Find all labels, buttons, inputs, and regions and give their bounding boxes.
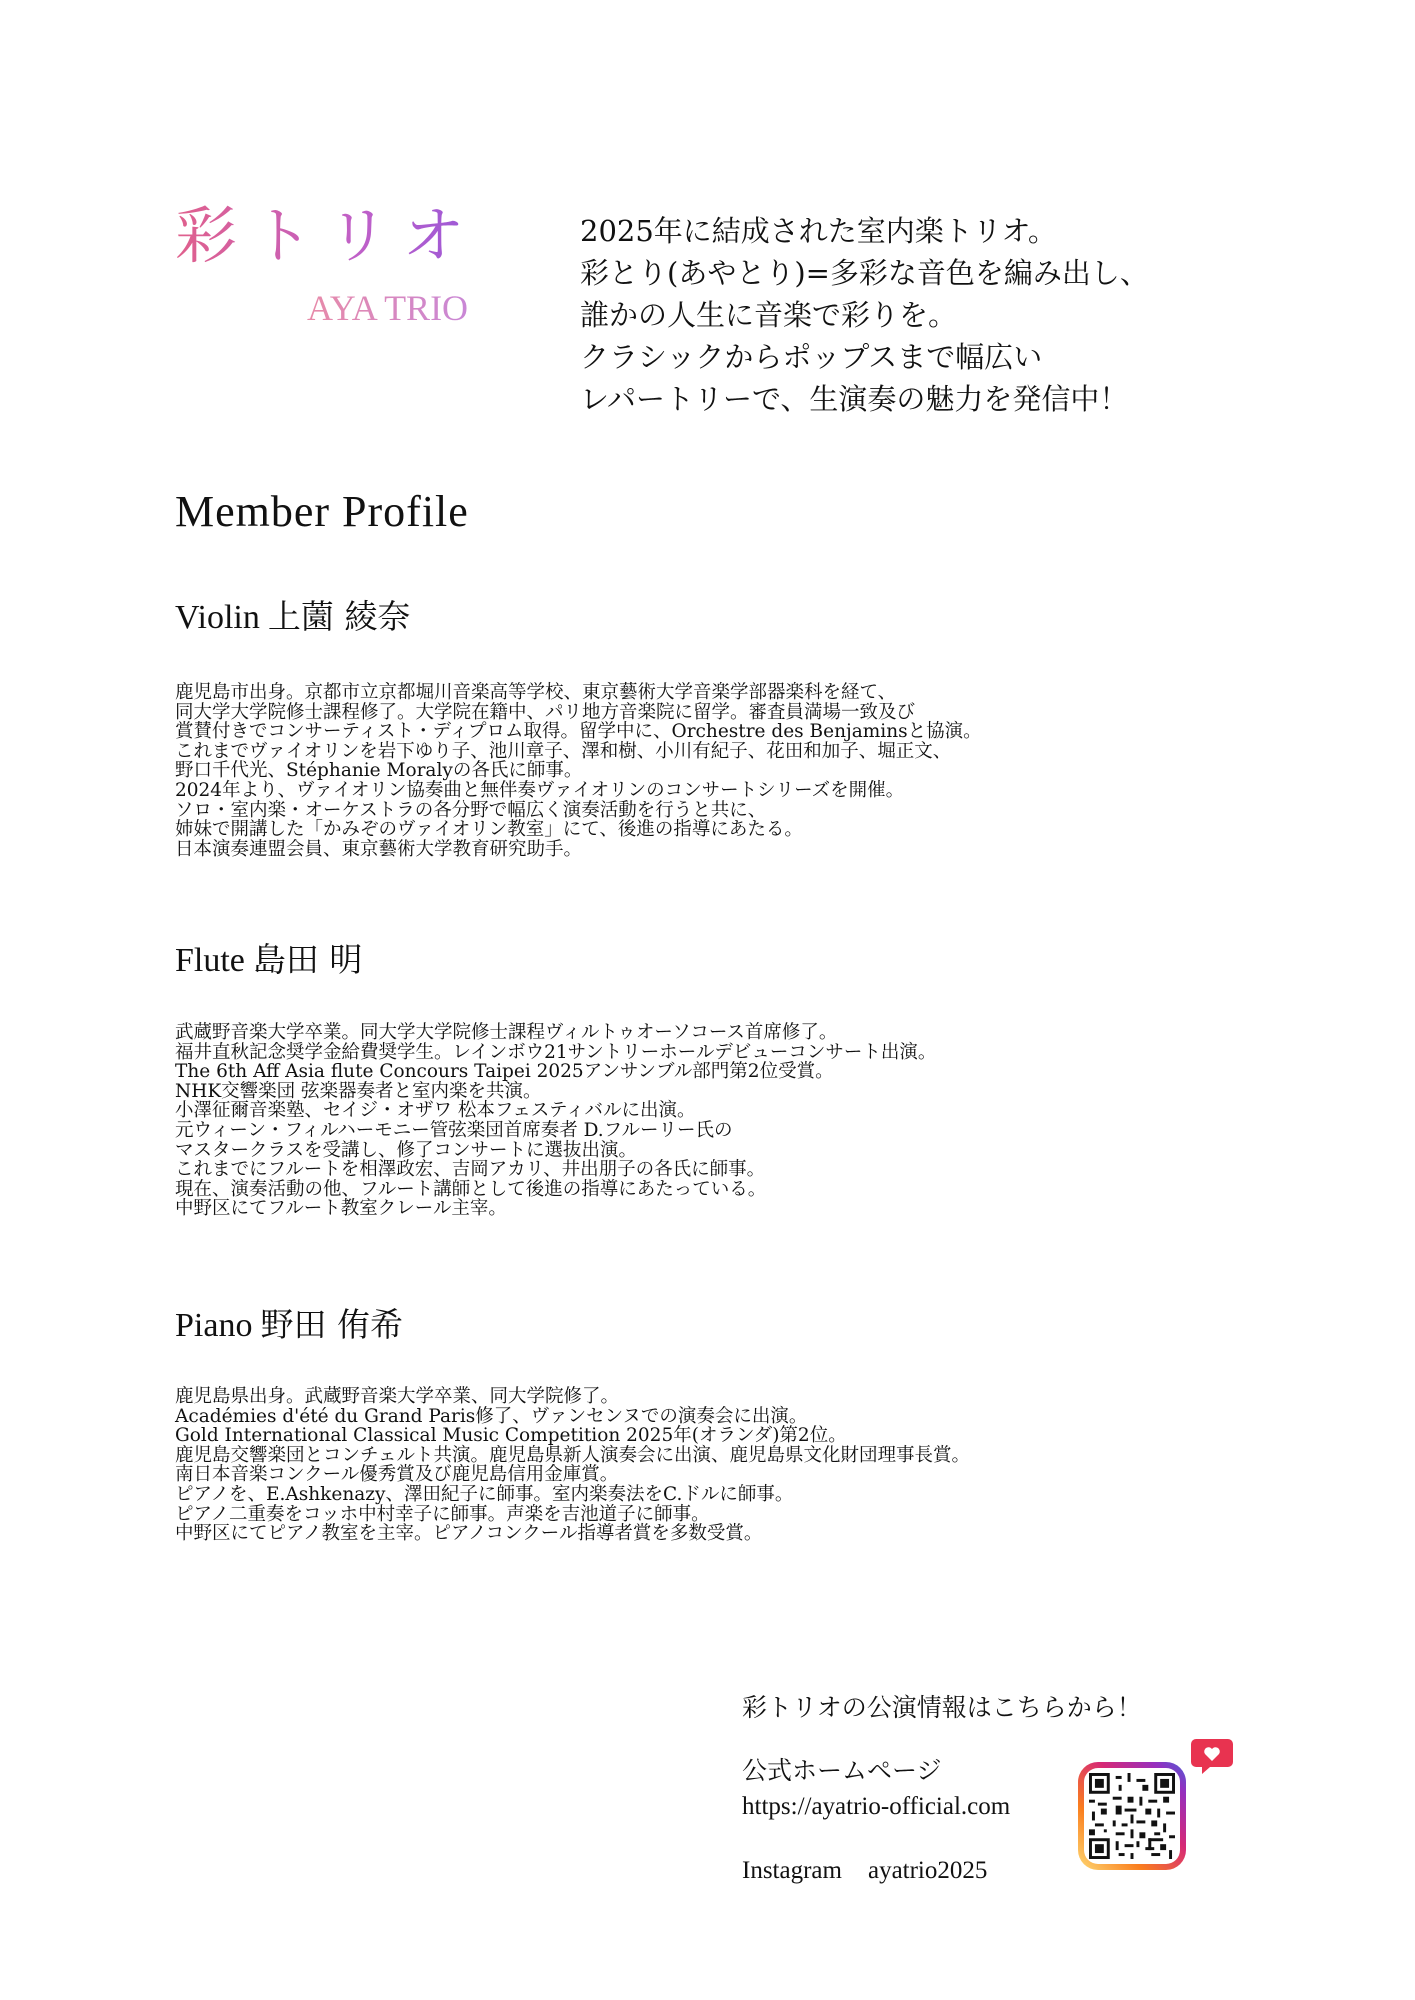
bio-line: 同大学大学院修士課程修了。大学院在籍中、パリ地方音楽院に留学。審査員満場一致及び <box>175 701 916 723</box>
intro-text <box>580 210 1300 420</box>
bio-line: 野口千代光、Stéphanie Moralyの各氏に師事。 <box>175 760 583 782</box>
bio-line: 中野区にてフルート教室クレール主宰。 <box>175 1198 507 1220</box>
member-name: 島田 明 <box>252 940 363 979</box>
member-name: 野田 侑希 <box>260 1305 403 1344</box>
instagram-info <box>742 1858 987 1883</box>
bio-line: 鹿児島市出身。京都市立京都堀川音楽高等学校、東京藝術大学音楽学部器楽科を経て、 <box>175 682 897 703</box>
bio-line: Gold International Classical Music Competition 2025年(オランダ)第2位。 <box>175 1425 847 1447</box>
qr-code-inner <box>1084 1768 1180 1864</box>
member-instrument: Violin <box>175 599 260 636</box>
heart-notification-icon <box>1190 1735 1234 1775</box>
intro-line: 誰かの人生に音楽で彩りを。 <box>580 298 958 332</box>
intro-line: レパートリーで、生演奏の魅力を発信中！ <box>580 382 1129 416</box>
bio-line: 2024年より、ヴァイオリン協奏曲と無伴奏ヴァイオリンのコンサートシリーズを開催。 <box>175 779 905 801</box>
bio-line: NHK交響楽団 弦楽器奏者と室内楽を共演。 <box>175 1080 542 1102</box>
bio-line: ピアノ二重奏をコッホ中村幸子に師事。声楽を吉池道子に師事。 <box>175 1503 710 1525</box>
member-heading-flute <box>175 940 363 979</box>
qr-code-icon <box>1089 1773 1175 1859</box>
bio-line: 鹿児島交響楽団とコンチェルト共演。鹿児島県新人演奏会に出演、鹿児島県文化財団理事長賞。 <box>175 1444 970 1466</box>
intro-line: クラシックからポップスまで幅広い <box>580 340 1043 374</box>
bio-line: 現在、演奏活動の他、フルート講師として後進の指導にあたっている。 <box>175 1178 767 1200</box>
member-bio-piano <box>175 1387 1275 1544</box>
bio-line: これまでヴァイオリンを岩下ゆり子、池川章子、澤和樹、小川有紀子、花田和加子、堀正文、 <box>175 740 952 762</box>
bio-line: 福井直秋記念奨学金給費奨学生。レインボウ21サントリーホールデビューコンサート出演。 <box>175 1041 937 1063</box>
bio-line: 賞賛付きでコンサーティスト・ディプロム取得。留学中に、Orchestre des Benjaminsと協演。 <box>175 721 982 743</box>
bio-line: ピアノを、E.Ashkenazy、澤田紀子に師事。室内楽奏法をC.ドルに師事。 <box>175 1483 794 1505</box>
member-heading-piano <box>175 1305 403 1344</box>
instagram-handle-link[interactable]: ayatrio2025 <box>867 1857 988 1884</box>
member-bio-violin <box>175 683 1275 859</box>
member-instrument: Piano <box>175 1307 253 1344</box>
bio-line: 武蔵野音楽大学卒業。同大学大学院修士課程ヴィルトゥオーソコース首席修了。 <box>175 1022 838 1043</box>
bio-line: The 6th Aff Asia flute Concours Taipei 2025アンサンブル部門第2位受賞。 <box>175 1061 834 1083</box>
info-title: 彩トリオの公演情報はこちらから！ <box>742 1693 1142 1722</box>
homepage-label: 公式ホームページ <box>742 1756 942 1785</box>
logo-japanese: 彩トリオ <box>175 199 479 272</box>
member-heading-violin <box>175 597 411 636</box>
bio-line: これまでにフルートを相澤政宏、吉岡アカリ、井出朋子の各氏に師事。 <box>175 1159 766 1181</box>
intro-line: 彩とり(あやとり)=多彩な音色を編み出し、 <box>580 256 1149 290</box>
bio-line: ソロ・室内楽・オーケストラの各分野で幅広く演奏活動を行うと共に、 <box>175 799 767 821</box>
section-title: Member Profile <box>175 487 469 536</box>
instagram-label: Instagram <box>742 1857 842 1884</box>
member-instrument: Flute <box>175 942 245 979</box>
intro-line: 2025年に結成された室内楽トリオ。 <box>580 214 1057 248</box>
qr-code[interactable] <box>1078 1762 1186 1870</box>
homepage-url-link[interactable]: https://ayatrio-official.com <box>742 1793 1011 1820</box>
member-bio-flute <box>175 1023 1275 1219</box>
bio-line: 姉妹で開講した「かみぞのヴァイオリン教室」にて、後進の指導にあたる。 <box>175 819 803 841</box>
bio-line: マスタークラスを受講し、修了コンサートに選抜出演。 <box>175 1139 637 1161</box>
bio-line: Académies d'été du Grand Paris修了、ヴァンセンヌでの演奏会に出演。 <box>175 1405 808 1427</box>
member-name: 上薗 綾奈 <box>267 597 411 636</box>
bio-line: 日本演奏連盟会員、東京藝術大学教育研究助手。 <box>175 838 583 860</box>
logo-english: AYA TRIO <box>307 288 469 328</box>
bio-line: 中野区にてピアノ教室を主宰。ピアノコンクール指導者賞を多数受賞。 <box>175 1523 763 1545</box>
bio-line: 鹿児島県出身。武蔵野音楽大学卒業、同大学院修了。 <box>175 1386 620 1407</box>
bio-line: 南日本音楽コンクール優秀賞及び鹿児島信用金庫賞。 <box>175 1464 619 1486</box>
bio-line: 元ウィーン・フィルハーモニー管弦楽団首席奏者 D.フルーリー氏の <box>175 1119 733 1141</box>
bio-line: 小澤征爾音楽塾、セイジ・オザワ 松本フェスティバルに出演。 <box>175 1100 696 1122</box>
